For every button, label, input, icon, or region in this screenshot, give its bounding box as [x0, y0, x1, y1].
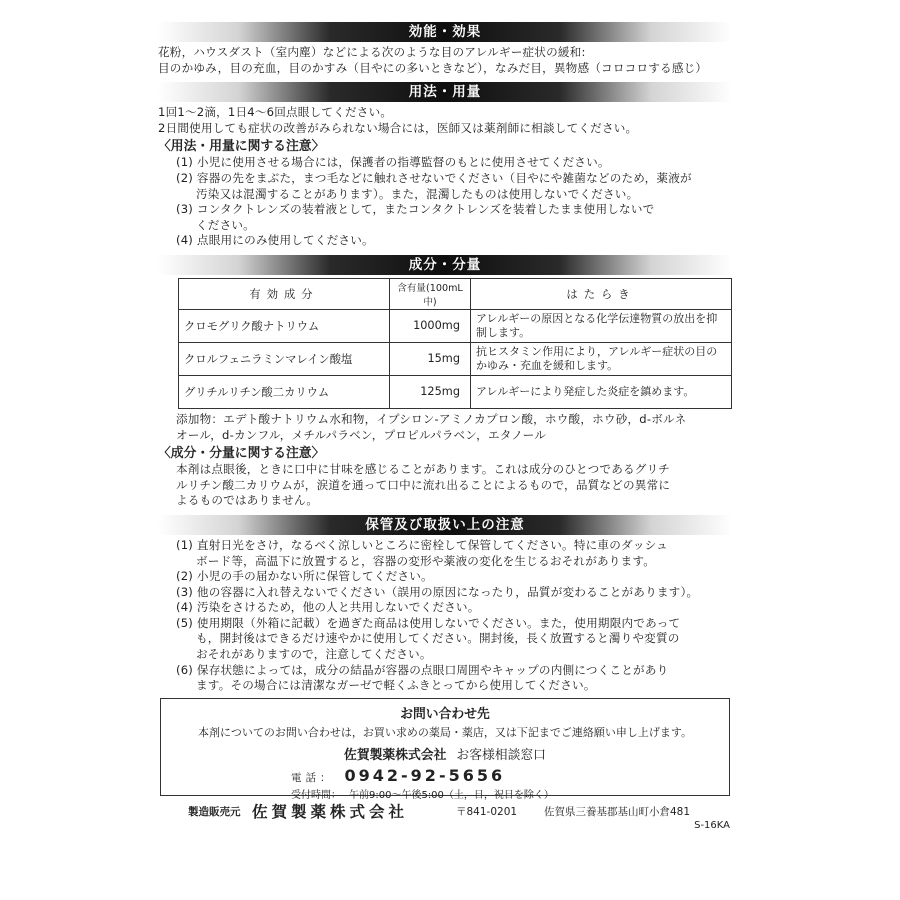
storage-line: も，開封後はできるだけ速やかに使用してください。開封後，長く放置すると濁りや変質の — [196, 631, 680, 646]
effects-line: 目のかゆみ，目の充血，目のかすみ（目やにの多いときなど），なみだ目，異物感（コロコロする感じ） — [158, 60, 708, 75]
ingredients-note: ルリチン酸二カリウムが，涙道を通って口中に流れ出ることによるもので，品質などの異常に — [176, 477, 671, 492]
contact-hours-line — [161, 786, 729, 801]
manufacturer-footer — [158, 801, 732, 819]
ingredient-amount: 1000mg — [390, 309, 471, 342]
section-header-dosage: 用法・用量 — [158, 82, 732, 102]
dosage-text — [158, 105, 732, 136]
column-header-function: はたらき — [471, 278, 732, 309]
manufacturer-address: 佐賀県三養基郡基山町小倉481 — [544, 805, 691, 818]
additives-text — [158, 412, 732, 443]
storage-line: (3) 他の容器に入れ替えないでください（誤用の原因になったり，品質が変わることがあります）。 — [176, 584, 699, 599]
contact-lead: 本剤についてのお問い合わせは，お買い求めの薬局・薬店，又は下記までご連絡願い申し上げます。 — [198, 725, 692, 739]
contact-title: お問い合わせ先 — [400, 706, 490, 722]
manufacturer-role: 製造販売元 — [188, 805, 241, 818]
ingredients-note: 本剤は点眼後，ときに口中に甘味を感じることがあります。これは成分のひとつであるグリチ — [176, 462, 670, 477]
dosage-notes-heading: 〈用法・用量に関する注意〉 — [158, 139, 325, 155]
ingredient-name: クロモグリク酸ナトリウム — [179, 309, 390, 342]
storage-line: (5) 使用期限（外箱に記載）を過ぎた商品は使用しないでください。また，使用期限内であって — [176, 615, 681, 630]
storage-line: (4) 汚染をさけるため，他の人と共用しないでください。 — [176, 600, 480, 615]
additives-line: 添加物：エデト酸ナトリウム水和物，イプシロン-アミノカプロン酸，ホウ酸，ホウ砂，d-ボルネ — [176, 411, 687, 426]
postal-code: 〒841-0201 — [456, 805, 518, 818]
storage-text — [158, 538, 732, 694]
ingredient-amount: 15mg — [390, 342, 471, 375]
table-row — [179, 309, 732, 342]
storage-line: ます。その場合には清潔なガーゼで軽くふきとってから使用してください。 — [196, 678, 596, 693]
ingredient-function: アレルギーにより発症した炎症を鎮めます。 — [471, 375, 732, 408]
contact-company: 佐賀製薬株式会社 — [344, 747, 447, 763]
effects-text — [158, 45, 732, 76]
dosage-note: (3) コンタクトレンズの装着液として，またコンタクトレンズを装着したまま使用しないで — [176, 202, 655, 217]
dosage-note: (2) 容器の先をまぶた，まつ毛などに触れさせないでください（目やにや雑菌などのため，薬液が — [176, 170, 692, 185]
package-insert — [158, 22, 732, 831]
storage-line: (6) 保存状態によっては，成分の結晶が容器の点眼口周囲やキャップの内側につくことがあり — [176, 662, 669, 677]
effects-line: 花粉，ハウスダスト（室内塵）などによる次のような目のアレルギー症状の緩和: — [158, 45, 586, 59]
section-header-ingredients: 成分・分量 — [158, 255, 732, 275]
ingredient-function: アレルギーの原因となる化学伝達物質の放出を抑制します。 — [471, 309, 732, 342]
section-header-storage: 保管及び取扱い上の注意 — [158, 515, 732, 535]
contact-company-line — [161, 744, 729, 763]
additives-line: オール，d-カンフル，メチルパラベン，プロピルパラベン，エタノール — [176, 427, 547, 442]
ingredients-table — [178, 278, 732, 409]
ingredients-note: よるものではありません。 — [176, 493, 319, 508]
column-header-ingredient: 有効成分 — [179, 278, 390, 309]
hours-value: 午前9:00～午後5:00（土，日，祝日を除く） — [349, 789, 554, 801]
document-code: S-16KA — [694, 819, 730, 831]
table-row — [179, 375, 732, 408]
phone-number: 0942-92-5656 — [344, 765, 506, 785]
contact-window: お客様相談窓口 — [456, 747, 546, 763]
phone-label: 電話： — [291, 771, 335, 784]
manufacturer-name: 佐賀製薬株式会社 — [252, 802, 409, 821]
storage-line: ボード等，高温下に放置すると，容器の変形や薬液の変化を生じるおそれがあります。 — [196, 553, 656, 568]
dosage-note: 汚染又は混濁することがあります）。また，混濁したものは使用しないでください。 — [196, 186, 639, 201]
dosage-notes — [158, 155, 732, 249]
contact-box — [160, 698, 730, 801]
section-header-effects: 効能・効果 — [158, 22, 732, 42]
storage-line: (2) 小児の手の届かない所に保管してください。 — [176, 569, 433, 584]
dosage-note: (1) 小児に使用させる場合には，保護者の指導監督のもとに使用させてください。 — [176, 155, 610, 170]
dosage-line: 1回1～2滴，1日4～6回点眼してください。 — [158, 105, 393, 120]
ingredient-name: グリチルリチン酸二カリウム — [179, 375, 390, 408]
ingredient-name: クロルフェニラミンマレイン酸塩 — [179, 342, 390, 375]
ingredient-function: 抗ヒスタミン作用により，アレルギー症状の目のかゆみ・充血を緩和します。 — [471, 342, 732, 375]
column-header-amount: 含有量(100mL中) — [390, 278, 471, 309]
ingredients-notes — [158, 462, 732, 509]
dosage-note: ください。 — [196, 217, 255, 232]
storage-line: おそれがありますので，注意してください。 — [196, 647, 432, 662]
hours-label: 受付時間： — [291, 789, 341, 801]
ingredients-notes-heading: 〈成分・分量に関する注意〉 — [158, 446, 325, 462]
table-row — [179, 342, 732, 375]
ingredient-amount: 125mg — [390, 375, 471, 408]
dosage-note: (4) 点眼用にのみ使用してください。 — [176, 233, 374, 248]
ingredients-table-header-row — [179, 278, 732, 309]
contact-phone-line — [161, 766, 729, 785]
dosage-line: 2日間使用しても症状の改善がみられない場合には，医師又は薬剤師に相談してください。 — [158, 120, 638, 135]
storage-line: (1) 直射日光をさけ，なるべく涼しいところに密栓して保管してください。特に車のダッシュ — [176, 537, 668, 552]
